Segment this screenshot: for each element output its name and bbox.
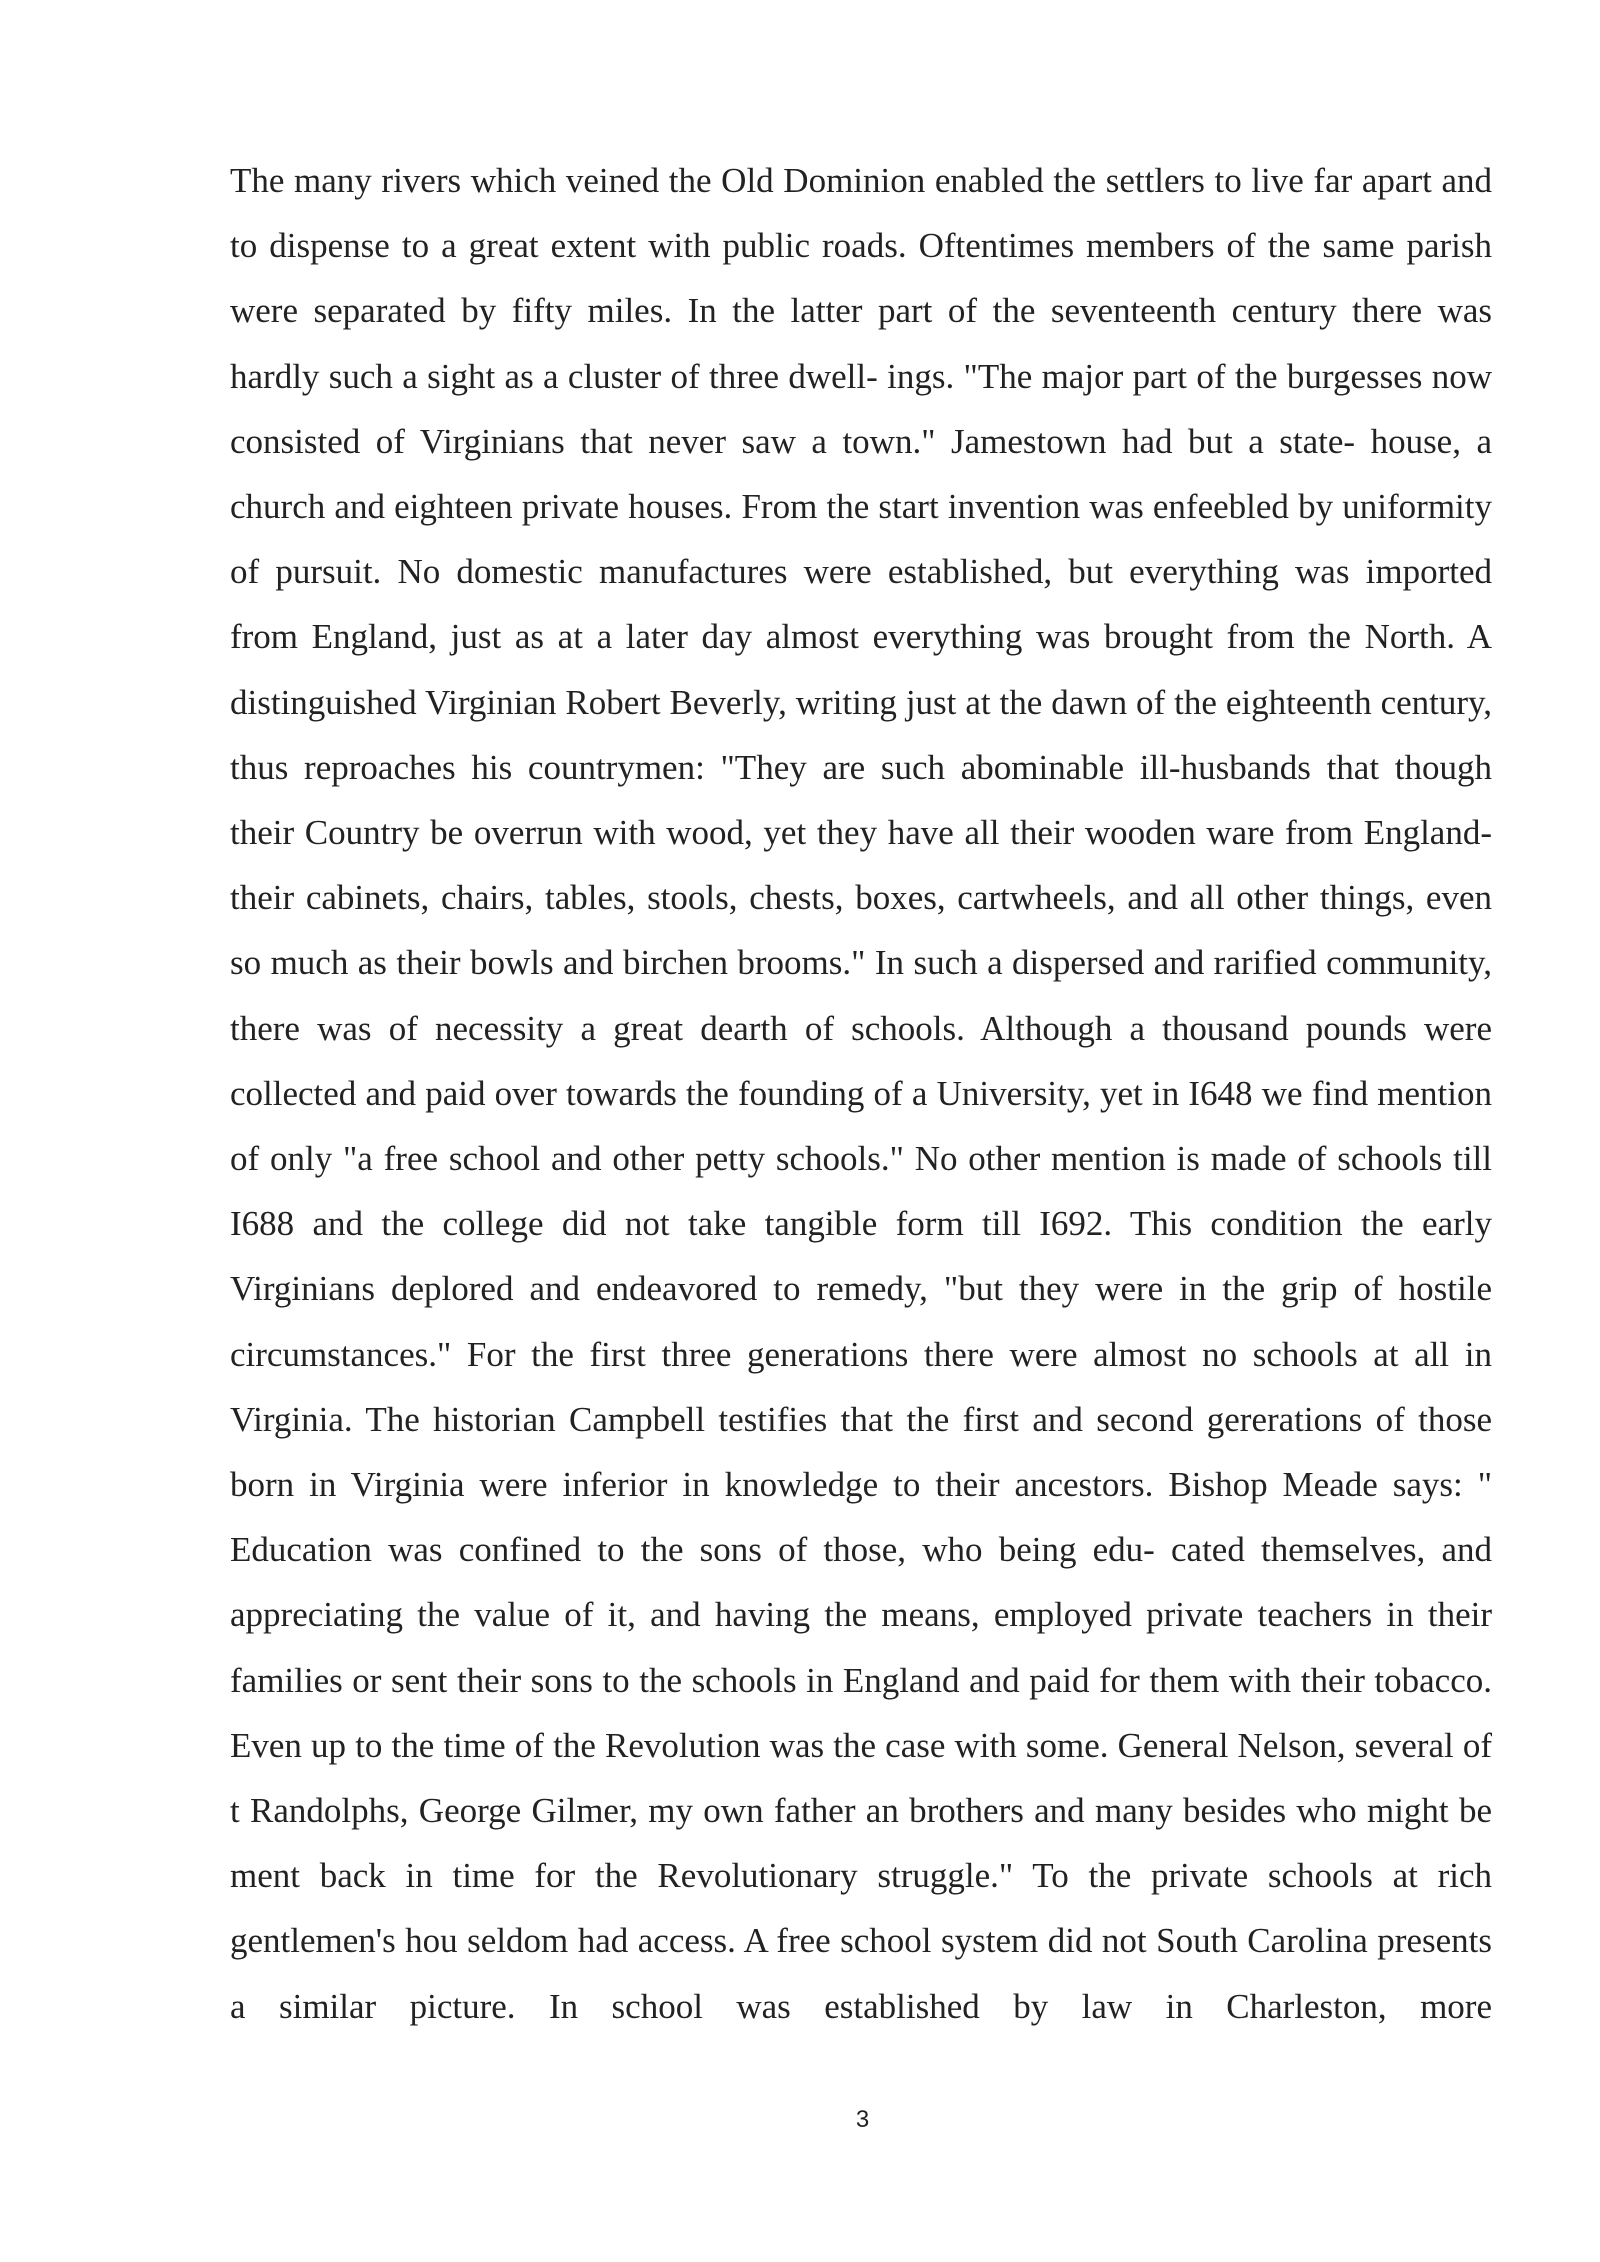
page-number: 3 [855, 2106, 870, 2133]
body-paragraph: The many rivers which veined the Old Dominion enabled the settlers to live far apart and to dispense to a great extent with public roads. Oftentimes members of the same parish were separated by fifty miles. In the latter part of the seventeenth century there was hardly such a sight as a cluster of three dwell- ings. "The major part of the burgesses now consisted of Virginians that never saw a town." Jamestown had but a state- house, a church and eighteen private houses. From the start invention was enfeebled by uniformity of pursuit. No domestic manufactures were established, but everything was imported from England, just as at a later day almost everything was brought from the North. A distinguished Virginian Robert Beverly, writing just at the dawn of the eighteenth century, thus reproaches his countrymen: "They are such abominable ill-husbands that though their Country be overrun with wood, yet they have all their wooden ware from England-their cabinets, chairs, tables, stools, chests, boxes, cartwheels, and all other things, even so much as their bowls and birchen brooms." In such a dispersed and rarified community, there was of necessity a great dearth of schools. Although a thousand pounds were collected and paid over towards the founding of a University, yet in I648 we find mention of only "a free school and other petty schools." No other mention is made of schools till I688 and the college did not take tangible form till I692. This condition the early Virginians deplored and endeavored to remedy, "but they were in the grip of hostile circumstances." For the first three generations there were almost no schools at all in Virginia. The historian Campbell testifies that the first and second gererations of those born in Virginia were inferior in knowledge to their ancestors. Bishop Meade says: " Education was confined to the sons of those, who being edu- cated themselves, and appreciating the value of it, and having the means, employed private teachers in their families or sent their sons to the schools in England and paid for them with their tobacco. Even up to the time of the Revolution was the case with some. General Nelson, several of t Randolphs, George Gilmer, my own father an brothers and many besides who might be ment back in time for the Revolutionary struggle." To the private schools at rich gentlemen's hou seldom had access. A free school system did not South Carolina presents a similar picture. In school was established by law in Charleston, more [230, 161, 1492, 2026]
